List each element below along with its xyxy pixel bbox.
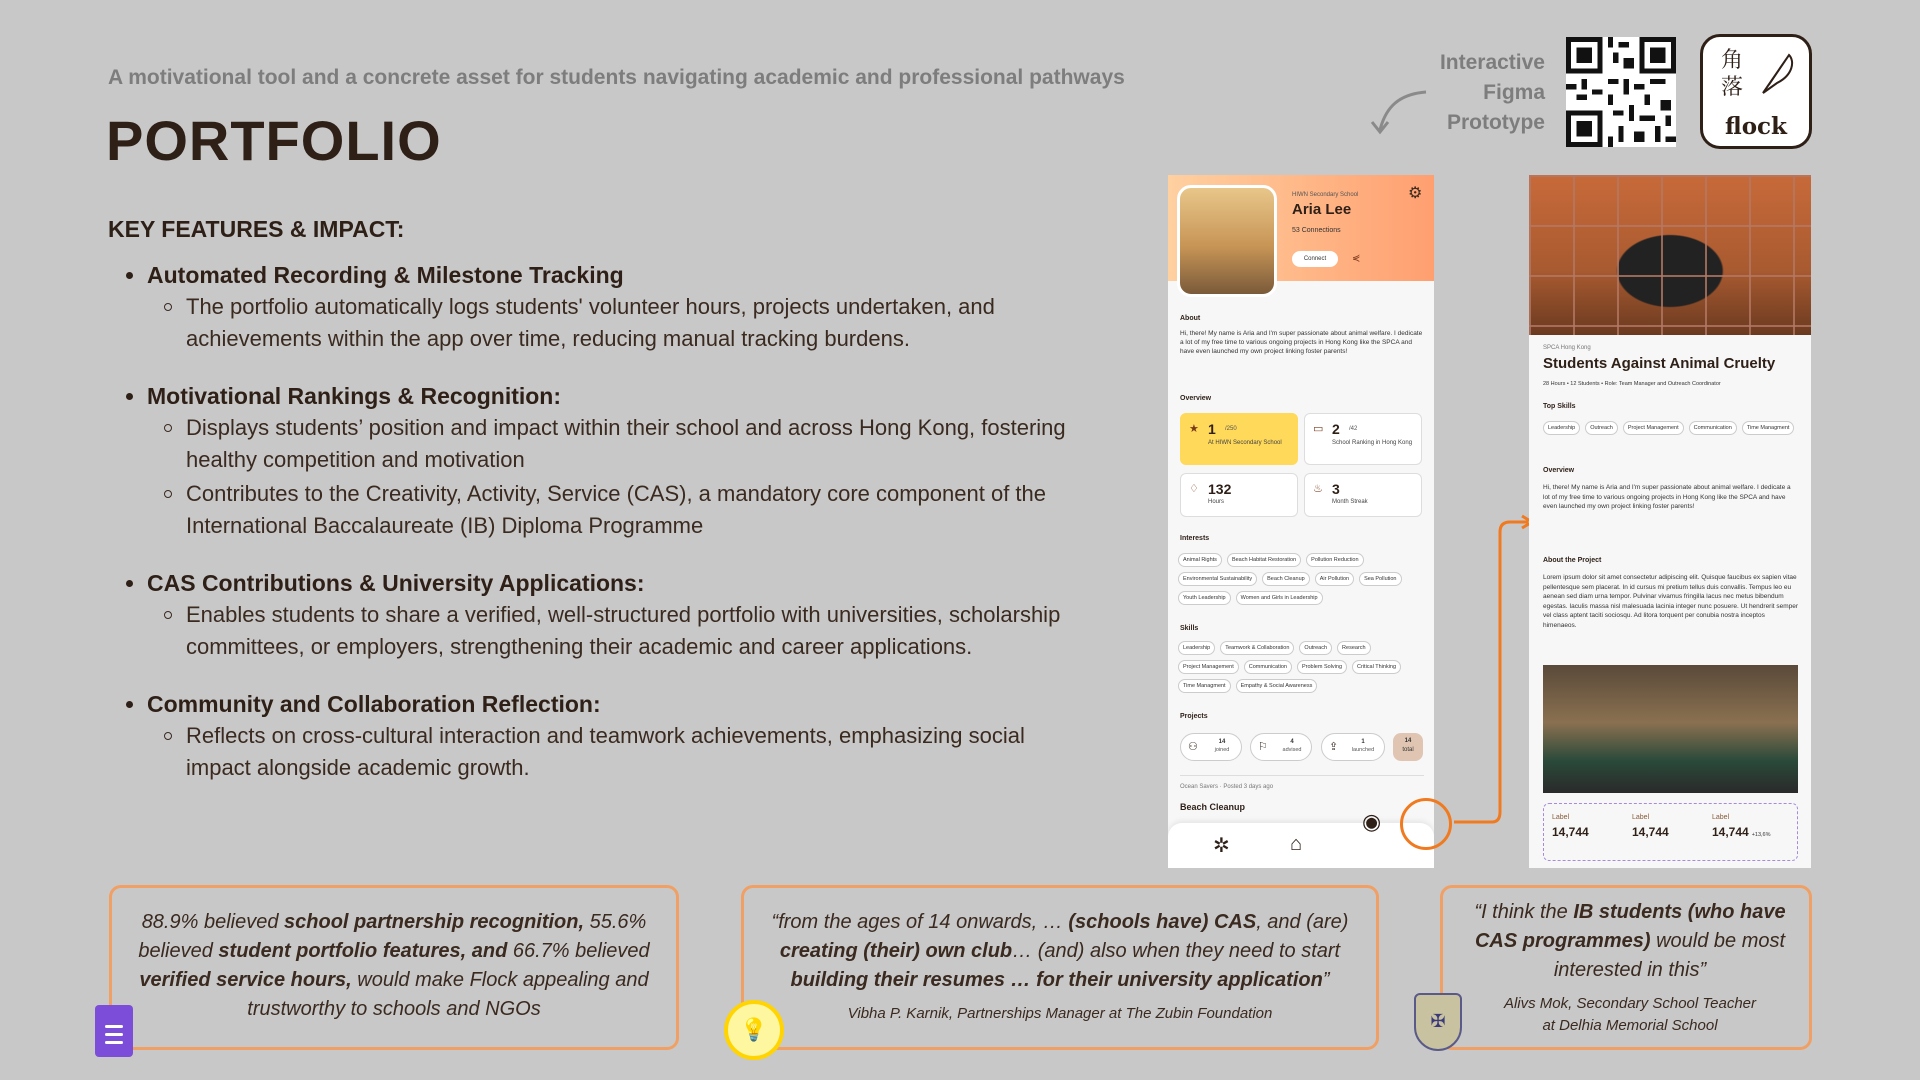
- flame-icon: ♨: [1313, 483, 1323, 495]
- project-overview-text: Hi, there! My name is Aria and I'm super passionate about animal welfare. I dedicate a lot of my free time to various ongoing projects in Hong Kong like the SPCA and have even launched my own project linking foster parents!: [1543, 484, 1791, 510]
- profile-screen: [1168, 175, 1434, 868]
- prototype-label: [1410, 48, 1545, 138]
- overview-heading: Overview: [1180, 395, 1212, 402]
- bullet-icon: [126, 272, 133, 279]
- skill-tag[interactable]: Teamwork & Collaboration: [1220, 641, 1294, 655]
- award-icon: ★: [1189, 423, 1199, 435]
- advice-icon: ⚐: [1258, 741, 1268, 753]
- skill-tag[interactable]: Outreach: [1585, 421, 1618, 435]
- skill-tag[interactable]: Time Managment: [1178, 679, 1231, 693]
- interest-tag[interactable]: Beach Cleanup: [1262, 572, 1310, 586]
- profile-connections[interactable]: 53 Connections: [1292, 227, 1341, 234]
- top-skills-tags: [1543, 421, 1799, 435]
- projects-advised[interactable]: ⚐ 4 advised: [1250, 733, 1312, 761]
- post-meta: Ocean Savers · Posted 3 days ago: [1180, 784, 1274, 790]
- profile-icon[interactable]: ◉: [1362, 809, 1382, 834]
- feature-item: [108, 570, 1068, 663]
- project-group-photo: [1543, 665, 1798, 793]
- survey-quote-box: 88.9% believed school partnership recognition, 55.6% believed student portfolio features, and 66.7% believed verified service hours, would make Flock appealing and trustworthy to schools and NGOs: [109, 885, 679, 1050]
- feature-point: Enables students to share a verified, well-structured portfolio with universities, scholarship committees, or employers, strengthening their academic and career applications.: [186, 602, 1061, 659]
- project-org: SPCA Hong Kong: [1543, 345, 1591, 351]
- feature-title: Community and Collaboration Reflection:: [147, 691, 601, 717]
- interest-tag[interactable]: Sea Pollution: [1359, 572, 1401, 586]
- zubin-foundation-logo: 💡: [724, 1000, 784, 1060]
- explore-icon[interactable]: ✲: [1213, 835, 1230, 857]
- about-text: Hi, there! My name is Aria and I'm super passionate about animal welfare. I dedicate a lot of my free time to various ongoing projects in Hong Kong like the SPCA and have even launched my own project linking foster parents!: [1180, 330, 1423, 355]
- qr-code[interactable]: [1566, 37, 1676, 147]
- gear-icon[interactable]: ⚙: [1408, 185, 1423, 202]
- rocket-icon: ⇪: [1329, 741, 1339, 753]
- skill-tag[interactable]: Problem Solving: [1297, 660, 1347, 674]
- feature-point: Displays students’ position and impact within their school and across Hong Kong, fostering healthy competition and motivation: [186, 415, 1066, 472]
- skill-tag[interactable]: Project Management: [1623, 421, 1684, 435]
- project-overview-heading: Overview: [1543, 467, 1575, 474]
- profile-name: Aria Lee: [1292, 201, 1352, 218]
- interest-tag[interactable]: Youth Leadership: [1178, 591, 1231, 605]
- projects-joined[interactable]: ⚇ 14 joined: [1180, 733, 1242, 761]
- interests-heading: Interests: [1180, 535, 1210, 542]
- feather-icon: [1759, 49, 1799, 95]
- skill-tag[interactable]: Project Management: [1178, 660, 1239, 674]
- skill-tag[interactable]: Outreach: [1299, 641, 1332, 655]
- feature-title: Automated Recording & Milestone Tracking: [147, 262, 624, 288]
- skill-tag[interactable]: Time Managment: [1742, 421, 1795, 435]
- feature-point: Reflects on cross-cultural interaction and teamwork achievements, emphasizing social impact alongside academic growth.: [186, 723, 1025, 780]
- stat-item: Label 14,744 +13,6%: [1712, 814, 1771, 839]
- cage-overlay: [1529, 175, 1811, 335]
- sub-bullet-icon: [164, 303, 172, 311]
- skills-heading: Skills: [1180, 625, 1199, 632]
- project-meta: 28 Hours • 12 Students • Role: Team Manager and Outreach Coordinator: [1543, 381, 1721, 387]
- about-project-text: Lorem ipsum dolor sit amet consectetur adipiscing elit. Quisque faucibus ex sapien vitae pellentesque sem placerat. In id cursus mi pretium tellus duis convallis. Tempus leo eu aenean sed diam urna tempor. Pulvinar vivamus fringilla lacus nec metus bibendum egestas. Iaculis massa nisl malesuada lacinia integer nunc posuere. Ut hendrerit semper vel class aptent taciti sociosqu. Ad litora torquent per conubia nostra inceptos himenaeos.: [1543, 574, 1799, 629]
- feature-point: Contributes to the Creativity, Activity, Service (CAS), a mandatory core component of the International Baccalaureate (IB) Diploma Programme: [186, 481, 1046, 538]
- bullet-icon: [126, 701, 133, 708]
- school-crest-icon: ✠: [1414, 993, 1462, 1051]
- interest-tag[interactable]: Women and Girls in Leadership: [1236, 591, 1323, 605]
- skill-tag[interactable]: Research: [1337, 641, 1371, 655]
- interest-tag[interactable]: Beach Habitat Restoration: [1227, 553, 1301, 567]
- about-project-heading: About the Project: [1543, 557, 1602, 564]
- connector-arrow-icon: [1440, 512, 1535, 828]
- bottom-nav: [1168, 809, 1434, 868]
- feature-title: CAS Contributions & University Applications:: [147, 570, 645, 596]
- projects-total[interactable]: 14 total: [1393, 733, 1423, 761]
- zubin-attribution: Vibha P. Karnik, Partnerships Manager at The Zubin Foundation: [847, 1005, 1273, 1022]
- flock-logo: [1700, 34, 1812, 149]
- logo-name: flock: [1724, 113, 1787, 140]
- skill-tag[interactable]: Leadership: [1178, 641, 1215, 655]
- profile-photo: [1177, 185, 1277, 297]
- page-title: PORTFOLIO: [106, 109, 442, 172]
- feature-item: [108, 262, 1068, 355]
- interest-tag[interactable]: Animal Rights: [1178, 553, 1222, 567]
- key-features-heading: KEY FEATURES & IMPACT:: [108, 216, 405, 242]
- logo-chinese: 角 落: [1721, 48, 1744, 100]
- interest-tag[interactable]: Pollution Reduction: [1306, 553, 1363, 567]
- share-icon[interactable]: ⋞: [1352, 253, 1361, 264]
- project-screen: [1529, 175, 1811, 868]
- bullet-icon: [126, 580, 133, 587]
- overview-card-school-rank[interactable]: ★ 1 /250 At HIWN Secondary School: [1180, 413, 1298, 465]
- connect-button[interactable]: Connect: [1292, 251, 1338, 267]
- bullet-icon: [126, 393, 133, 400]
- sub-bullet-icon: [164, 424, 172, 432]
- skill-tag[interactable]: Communication: [1244, 660, 1292, 674]
- stat-item: Label 14,744: [1552, 814, 1589, 839]
- project-stats: [1543, 803, 1798, 861]
- skill-tag[interactable]: Leadership: [1543, 421, 1580, 435]
- skill-tag[interactable]: Empathy & Social Awareness: [1236, 679, 1318, 693]
- post-title: Beach Cleanup: [1180, 802, 1246, 812]
- zubin-quote-box: “from the ages of 14 onwards, … (schools have) CAS, and (are) creating (their) own club… (and) also when they need to start building their resumes … for their university application” Vibha P. Karnik, Partnerships Manager at The Zubin Foundation: [741, 885, 1379, 1050]
- overview-card-hk-rank[interactable]: ▭ 2 /42 School Ranking in Hong Kong: [1304, 413, 1422, 465]
- top-skills-heading: Top Skills: [1543, 403, 1576, 410]
- profile-school: HIWN Secondary School: [1292, 192, 1359, 198]
- stat-item: Label 14,744: [1632, 814, 1669, 839]
- curved-arrow-icon: [1370, 88, 1430, 138]
- interests-tags: [1178, 553, 1428, 605]
- prototype-line-1: Interactive: [1439, 51, 1545, 74]
- interest-tag[interactable]: Air Pollution: [1315, 572, 1354, 586]
- google-forms-icon: [95, 1005, 133, 1057]
- laptop-icon: ▭: [1313, 423, 1324, 435]
- feature-item: [108, 383, 1068, 542]
- handshake-icon: ⚇: [1188, 741, 1198, 753]
- home-icon[interactable]: ⌂: [1290, 833, 1303, 855]
- sub-bullet-icon: [164, 611, 172, 619]
- medal-icon: ♢: [1189, 483, 1199, 495]
- projects-heading: Projects: [1180, 713, 1208, 720]
- skill-tag[interactable]: Communication: [1689, 421, 1737, 435]
- feature-item: [108, 691, 1068, 784]
- overview-card-streak[interactable]: ♨ 3 Month Streak: [1304, 473, 1422, 517]
- interest-tag[interactable]: Environmental Sustainability: [1178, 572, 1257, 586]
- prototype-line-3: Prototype: [1446, 111, 1545, 134]
- project-title: Students Against Animal Cruelty: [1543, 355, 1776, 372]
- skills-tags: [1178, 641, 1428, 693]
- subtitle: A motivational tool and a concrete asset for students navigating academic and professional pathways: [108, 66, 1125, 89]
- projects-launched[interactable]: ⇪ 1 launched: [1321, 733, 1385, 761]
- sub-bullet-icon: [164, 732, 172, 740]
- prototype-line-2: Figma: [1483, 81, 1545, 104]
- feature-point: The portfolio automatically logs students' volunteer hours, projects undertaken, and achievements within the app over time, reducing manual tracking burdens.: [186, 294, 995, 351]
- features-list: [108, 262, 1068, 812]
- teacher-quote-box: “I think the IB students (who have CAS programmes) would be most interested in this” Alivs Mok, Secondary School Teacher at Delhia Memorial School: [1440, 885, 1812, 1050]
- teacher-attribution: Alivs Mok, Secondary School Teacher at Delhia Memorial School: [1503, 995, 1757, 1034]
- post-card[interactable]: [1180, 775, 1424, 825]
- feature-title: Motivational Rankings & Recognition:: [147, 383, 562, 409]
- about-heading: About: [1180, 315, 1201, 322]
- skill-tag[interactable]: Critical Thinking: [1352, 660, 1401, 674]
- sub-bullet-icon: [164, 490, 172, 498]
- overview-card-hours[interactable]: ♢ 132 Hours: [1180, 473, 1298, 517]
